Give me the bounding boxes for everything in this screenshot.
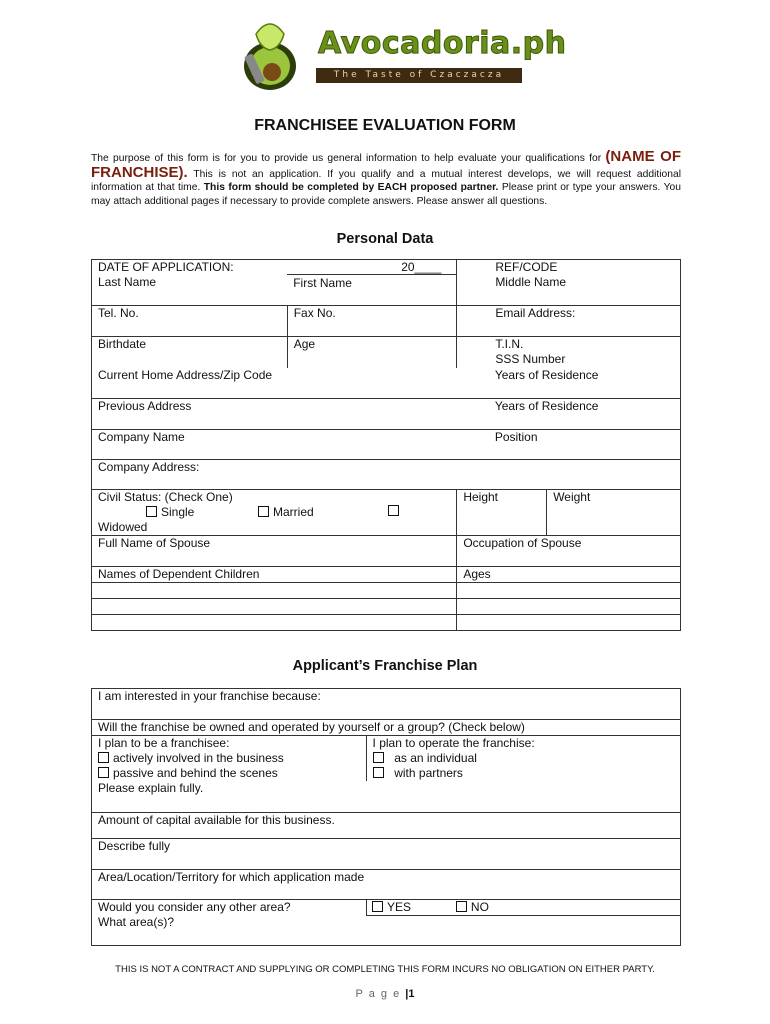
fax-label: Fax No. [293,306,336,320]
checkbox-icon[interactable] [456,901,467,912]
widowed-checkbox-icon[interactable] [388,505,399,516]
intro-part1: The purpose of this form is for you to provide us general information to help evaluate your qualifications for [91,153,602,164]
age-cell[interactable] [287,337,457,368]
tel-cell[interactable] [92,306,288,337]
actively-option[interactable] [98,751,284,765]
ages-cell[interactable] [457,567,681,583]
age-row[interactable] [457,615,681,631]
plan-operate-label: I plan to operate the franchise: [372,736,535,750]
weight-cell[interactable] [547,490,681,536]
passively-option[interactable] [98,766,278,780]
years-residence-2-label: Years of Residence [494,399,599,413]
capital-cell[interactable] [92,812,681,838]
tin-label: T.I.N. [495,337,524,351]
dependents-label: Names of Dependent Children [98,567,260,581]
age-label: Age [293,337,316,351]
company-name-label: Company Name [98,430,185,444]
spouse-name-cell[interactable] [92,536,457,567]
disclaimer-footer: THIS IS NOT A CONTRACT AND SUPPLYING OR COMPLETING THIS FORM INCURS NO OBLIGATION ON EITHER PARTY. [115,964,655,975]
page-label: P a g e [355,988,401,1000]
passively-label: passive and behind the scenes [113,766,278,780]
tel-label: Tel. No. [98,306,139,320]
checkbox-icon[interactable] [98,767,109,778]
middle-name-label: Middle Name [495,275,567,289]
spouse-occupation-cell[interactable] [457,536,681,567]
ages-label: Ages [463,567,491,581]
civil-status-cell [92,490,457,536]
company-name-cell[interactable] [92,430,457,460]
brand-name: Avocadoria.ph [318,26,567,61]
partners-label: with partners [394,766,463,780]
height-label: Height [463,490,498,504]
yes-label: YES [387,899,412,914]
middle-name-cell[interactable] [457,260,681,306]
date-of-application-cell[interactable] [92,260,288,306]
other-area-cell[interactable] [92,899,367,945]
married-option[interactable] [258,505,314,520]
capital-label: Amount of capital available for this business. [98,812,335,827]
no-option[interactable] [456,899,681,945]
checkbox-icon[interactable] [373,767,384,778]
email-label: Email Address: [495,306,576,320]
ref-code-label: REF/CODE [495,260,558,274]
owned-question-label: Will the franchise be owned and operated by yourself or a group? (Check below) [98,720,525,734]
franchise-name-placeholder: (NAME OF FRANCHISE). [91,148,681,181]
age-row[interactable] [457,599,681,615]
email-cell[interactable] [457,306,681,337]
sss-label: SSS Number [495,352,566,366]
intro-part2: This is not an application. If you qualify and a mutual interest develops, we will request additional information at that time. [91,168,681,193]
brand-tagline: The Taste of Czaczacza [316,68,522,83]
dependents-cell[interactable] [92,567,457,583]
franchise-plan-heading: Applicant’s Franchise Plan [292,658,478,674]
current-address-label: Current Home Address/Zip Code [98,367,273,382]
years-residence-cell[interactable] [457,368,681,399]
previous-address-cell[interactable] [92,399,457,430]
personal-data-heading: Personal Data [336,231,434,247]
dependent-row[interactable] [92,599,457,615]
intro-part3: Please print or type your answers. You may attach additional pages if necessary to provide complete answers. Please answer all questions. [91,182,681,207]
spouse-name-label: Full Name of Spouse [98,536,211,550]
describe-label: Describe fully [98,838,171,853]
position-label: Position [494,430,538,444]
checkbox-icon[interactable] [146,506,157,517]
individual-label: as an individual [394,751,477,765]
birthdate-cell[interactable] [92,337,288,368]
weight-label: Weight [553,490,591,504]
checkbox-icon[interactable] [372,901,383,912]
dependent-row[interactable] [92,583,457,599]
checkbox-icon[interactable] [373,752,384,763]
widowed-label: Widowed [98,520,148,534]
years-residence-2-cell[interactable] [457,399,681,430]
page-number: P a g e |1 [355,988,415,1000]
checkbox-icon[interactable] [258,506,269,517]
first-name-label: First Name [293,276,352,290]
plan-operate-cell [366,736,680,782]
checkbox-icon[interactable] [98,752,109,763]
years-residence-label: Years of Residence [494,367,599,382]
year-label: 20____ [401,260,442,274]
no-label: NO [470,899,489,914]
plan-franchisee-label: I plan to be a franchisee: [98,736,230,750]
owned-question-cell [92,720,681,736]
area-label: Area/Location/Territory for which application made [98,869,365,884]
tin-sss-cell[interactable] [457,337,681,368]
interested-cell[interactable] [92,689,681,720]
height-cell[interactable] [457,490,547,536]
individual-option[interactable] [373,751,477,765]
dependent-row[interactable] [92,615,457,631]
page-number-value: 1 [408,988,415,1000]
personal-data-table [91,259,681,631]
last-name-label: Last Name [98,275,157,289]
company-address-label: Company Address: [98,460,200,474]
explain-label: Please explain fully. [98,781,204,795]
partners-option[interactable] [373,766,463,780]
company-address-cell[interactable] [92,460,681,490]
single-label: Single [161,505,195,519]
civil-status-label: Civil Status: (Check One) [98,490,233,504]
plan-franchisee-cell [92,736,367,782]
yes-option[interactable] [366,899,456,945]
first-name-cell[interactable] [287,260,457,306]
married-label: Married [273,505,314,519]
position-cell[interactable] [457,430,681,460]
interested-label: I am interested in your franchise because: [98,689,321,703]
what-areas-label: What area(s)? [98,914,175,929]
date-of-application-label: DATE OF APPLICATION: [98,260,234,274]
intro-bold: This form should be completed by EACH proposed partner. [203,182,499,193]
intro-paragraph [91,150,681,208]
age-row[interactable] [457,583,681,599]
area-cell[interactable] [92,869,681,899]
actively-label: actively involved in the business [113,751,284,765]
single-option[interactable] [98,505,194,519]
other-area-label: Would you consider any other area? [98,899,291,914]
explain-cell[interactable] [92,781,681,812]
describe-cell[interactable] [92,838,681,869]
current-address-cell[interactable] [92,368,457,399]
birthdate-label: Birthdate [98,337,147,351]
fax-cell[interactable] [287,306,457,337]
spouse-occupation-label: Occupation of Spouse [463,536,582,550]
franchise-plan-table [91,688,681,946]
form-title: FRANCHISEE EVALUATION FORM [254,117,516,134]
previous-address-label: Previous Address [98,399,192,413]
